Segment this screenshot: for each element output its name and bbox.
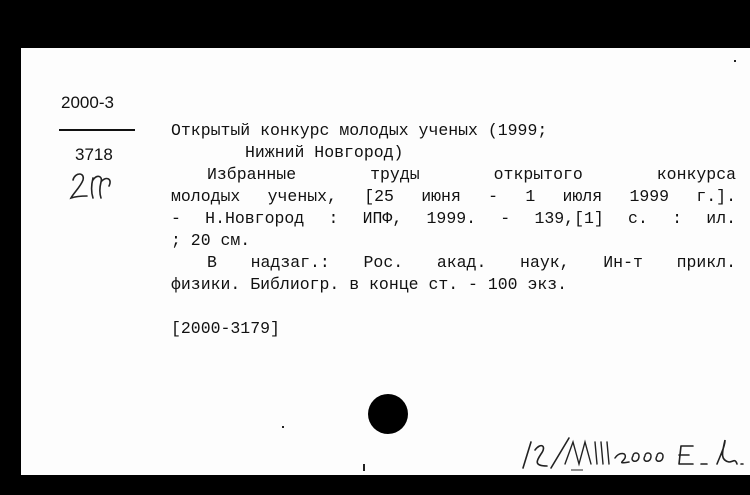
- note-line: физики. Библиогр. в конце ст. - 100 экз.: [171, 275, 568, 294]
- call-number-rule: [59, 129, 135, 131]
- heading-line: Открытый конкурс молодых ученых (1999;: [171, 121, 548, 140]
- record-number: [2000-3179]: [171, 319, 280, 338]
- heading-line: Нижний Новгород): [245, 143, 404, 162]
- bibliographic-entry: [171, 120, 736, 340]
- handwritten-date: [511, 428, 750, 478]
- catalog-card: [21, 48, 750, 475]
- title-line: - Н.Новгород : ИПФ, 1999. - 139,[1] с. : ил.: [171, 209, 736, 228]
- ink-speck: [734, 60, 736, 62]
- call-number: 2000-3: [61, 93, 114, 112]
- note-line: В надзаг.: Рос. акад. наук, Ин-т прикл.: [207, 253, 736, 272]
- handwritten-mark: [69, 166, 117, 204]
- spacer: [171, 296, 736, 318]
- inventory-number: 3718: [75, 145, 113, 164]
- title-line: ; 20 см.: [171, 231, 251, 250]
- title-line: Избранные труды открытого конкурса: [207, 165, 736, 184]
- card-punch-hole: [368, 394, 408, 434]
- ink-speck: [363, 464, 365, 471]
- ink-speck: [282, 426, 284, 428]
- title-line: молодых ученых, [25 июня - 1 июля 1999 г.].: [171, 187, 736, 206]
